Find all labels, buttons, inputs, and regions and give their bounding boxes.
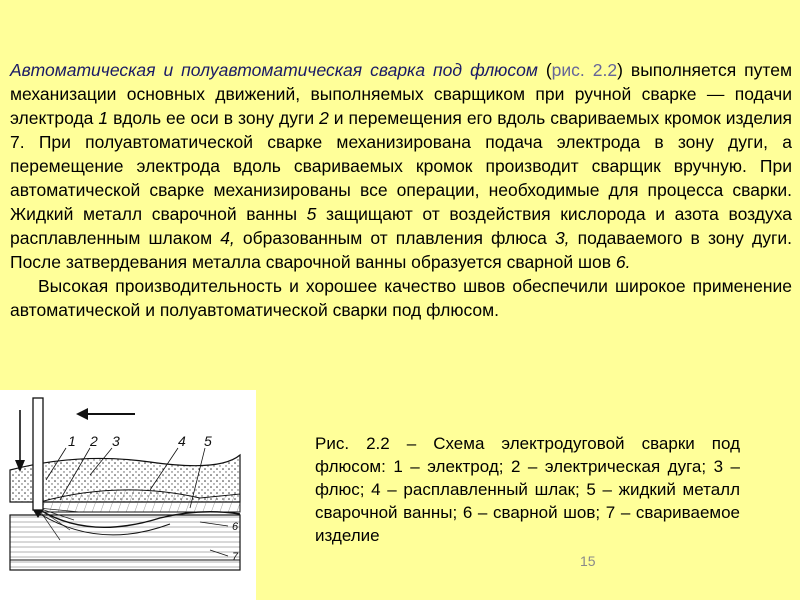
ref-3: 3, bbox=[554, 228, 570, 248]
electrode bbox=[33, 398, 43, 510]
paragraph-1 bbox=[10, 58, 792, 274]
main-text bbox=[10, 58, 792, 322]
fig-label-1: 1 bbox=[68, 433, 76, 449]
fig-label-5: 5 bbox=[204, 433, 212, 449]
fig-label-6: 6 bbox=[232, 521, 239, 533]
text-segment: защищают от воздействия кислорода и азота воздуха расплавленным шлаком bbox=[10, 204, 792, 248]
welding-diagram-svg bbox=[0, 390, 256, 600]
text-segment: и перемещения его вдоль свариваемых кромок изделия 7. При полуавтоматической сварке механизирована подача электрода в зону дуги, а перемещение электрода вдоль свариваемых кромок производит сварщик вручную. При автоматической сварке механизированы все операции, необходимые для процесса сварки. Жидкий металл сварочной ванны bbox=[10, 108, 792, 224]
term-automatic-welding: Автоматическая и полуавтоматическая сварка под флюсом bbox=[10, 60, 538, 80]
fig-label-7: 7 bbox=[232, 551, 239, 563]
ref-4: 4, bbox=[220, 228, 235, 248]
text-segment: вдоль ее оси в зону дуги bbox=[108, 108, 320, 128]
text-segment: образованным от плавления флюса bbox=[234, 228, 555, 248]
fig-label-3: 3 bbox=[112, 433, 120, 449]
ref-6: 6. bbox=[615, 252, 631, 272]
paragraph-2: Высокая производительность и хорошее качество швов обеспечили широкое применение автоматической и полуавтоматической сварки под флюсом. bbox=[10, 276, 792, 320]
figure-caption: Рис. 2.2 – Схема электродуговой сварки под флюсом: 1 – электрод; 2 – электрическая дуга; 3 – флюс; 4 – расплавленный шлак; 5 – жидкий металл сварочной ванны; 6 – сварной шов; 7 – свариваемое изделие bbox=[315, 434, 740, 545]
ref-1: 1 bbox=[98, 108, 109, 128]
fig-label-4: 4 bbox=[178, 433, 186, 449]
paren-open: ( bbox=[537, 60, 552, 80]
text-segment: подаваемого в зону дуги. После затвердевания металла сварочной ванны образуется сварной шов bbox=[10, 228, 792, 272]
ref-2: 2 bbox=[319, 108, 329, 128]
page-number: 15 bbox=[580, 553, 596, 569]
text-segment: выполняется путем механизации основных движений, выполняемых сварщиком при ручной сварке — подачи электрода bbox=[10, 60, 792, 128]
fig-label-2: 2 bbox=[90, 433, 98, 449]
figure-reference-link[interactable]: рис. 2.2 bbox=[551, 60, 618, 80]
welding-diagram bbox=[0, 390, 256, 600]
ref-5: 5 bbox=[306, 204, 317, 224]
paren-close: ) bbox=[617, 60, 623, 80]
workpiece bbox=[10, 515, 240, 570]
